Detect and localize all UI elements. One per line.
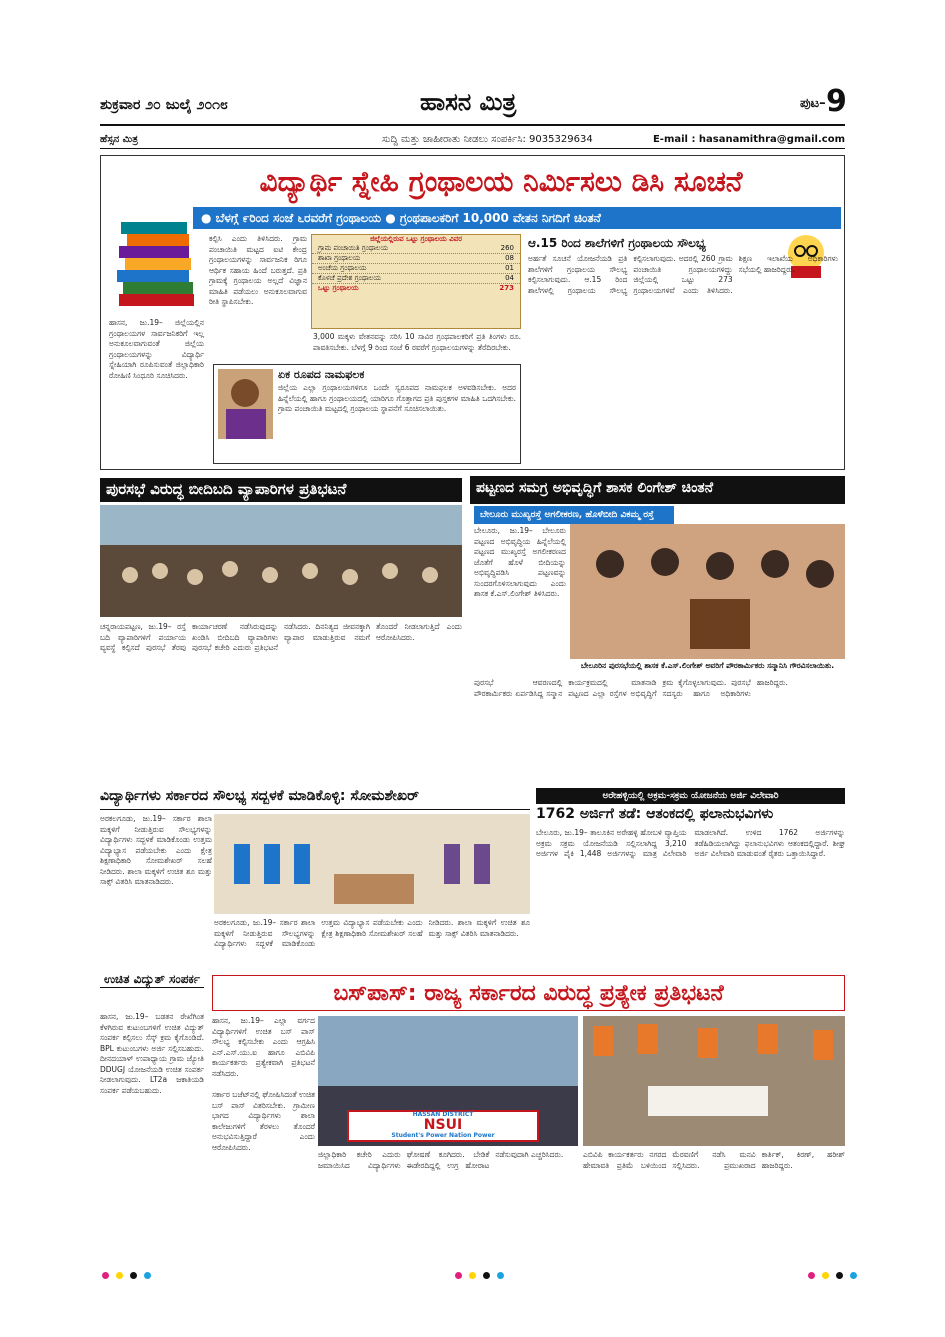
newspaper-name: ಹಾಸನ ಮಿತ್ರ bbox=[420, 88, 517, 116]
table-row-label: ಅಂಚೆಯ ಗ್ರಂಥಾಲಯ bbox=[318, 264, 367, 272]
library-headline: ವಿದ್ಯಾರ್ಥಿ ಸ್ನೇಹಿ ಗ್ರಂಥಾಲಯ ನಿರ್ಮಿಸಲು ಡಿಸಿ ಸೂಚನೆ bbox=[161, 160, 841, 204]
table-row-value: 260 bbox=[500, 244, 514, 252]
library-text-a: ಕಲ್ಪಿಸಿ ಎಂದು ತಿಳಿಸಿದರು. ಗ್ರಾಮ ಪಂಚಾಯಿತಿ ಮಟ್ಟದ ಐಟಿ ಕೇಂದ್ರ ಗ್ರಂಥಾಲಯಗಳನ್ನು ಸಾರ್ವಜನಿಕ ರಿಗೂ ಆರ್ಥಿಕ ಸಹಾಯ ಹಿಂದೆ ಬರುತ್ತದೆ. ಪ್ರತಿ ಗ್ರಾಮಕ್ಕೆ ಗ್ರಂಥಾಲಯ ಅಲ್ಲದೆ ವಿಜ್ಞಾನ ಮಾಹಿತಿ ಪಡೆಯಲು ಅನುಕೂಲವಾಗುವ ರೀತಿ ಸ್ಥಾಪಿಸಬೇಕು. bbox=[209, 234, 307, 306]
books-icon bbox=[109, 216, 204, 316]
table-row bbox=[312, 244, 520, 254]
students-text: ಅರಕಲಗೂಡು, ಜು.19– ಸರ್ಕಾರ ಶಾಲಾ ಮಕ್ಕಳಿಗೆ ನೀಡುತ್ತಿರುವ ಸೌಲಭ್ಯಗಳನ್ನು ವಿದ್ಯಾರ್ಥಿಗಳು ಸದ್ಬಳಕೆ ಮಾಡಿಕೊಂಡು ಉತ್ತಮ ವಿದ್ಯಾಭ್ಯಾಸ ಪಡೆಯಬೇಕು ಎಂದು ಕ್ಷೇತ್ರ ಶಿಕ್ಷಣಾಧಿಕಾರಿ ಸೋಮಶೇಖರ್ ಸಲಹೆ ನೀಡಿದರು. ಶಾಲಾ ಮಕ್ಕಳಿಗೆ ಉಚಿತ ಶೂ ಮತ್ತು ಸಾಕ್ಸ್ ವಿತರಿಸಿ ಮಾತನಾಡಿದರು. bbox=[100, 814, 212, 886]
library-text-b: ಹಾಸನ, ಜು.19– ಜಿಲ್ಲೆಯಲ್ಲಿನ ಗ್ರಂಥಾಲಯಗಳ ಸಾರ್ವಜನಿಕರಿಗೆ ಇಲ್ಲ ಅನುಕೂಲವಾಗುವಂತೆ ಜಿಲ್ಲೆಯ ಗ್ರಂಥಾಲಯಗಳನ್ನು ವಿದ್ಯಾರ್ಥಿ ಸ್ನೇಹಿಯಾಗಿ ರೂಪಿಸುವಂತೆ ಜಿಲ್ಲಾಧಿಕಾರಿ ರೋಹಿಣಿ ಸಿಂಧೂರಿ ಸೂಚಿಸಿದರು. bbox=[109, 318, 204, 380]
table-row-value: 01 bbox=[505, 264, 514, 272]
table-row-value: 08 bbox=[505, 254, 514, 262]
masthead-rule bbox=[100, 124, 845, 126]
nsui-banner bbox=[348, 1111, 538, 1141]
table-title: ಜಿಲ್ಲೆಯಲ್ಲಿರುವ ಒಟ್ಟು ಗ್ರಂಥಾಲಯ ವಿವರ bbox=[370, 235, 462, 243]
registration-dots-center bbox=[455, 1272, 504, 1279]
table-row bbox=[312, 264, 520, 274]
akrama-kicker: ಅರೇಹಳ್ಳಿಯಲ್ಲಿ ಅಕ್ರಮ-ಸಕ್ರಮ ಯೋಜನೆಯ ಅರ್ಜಿ ವಿಲೇವಾರಿ bbox=[536, 788, 845, 804]
buspass-text-a: ಹಾಸನ, ಜು.19– ಎಲ್ಲಾ ವರ್ಗದ ವಿದ್ಯಾರ್ಥಿಗಳಿಗೆ ಉಚಿತ ಬಸ್ ಪಾಸ್ ಸೌಲಭ್ಯ ಕಲ್ಪಿಸಬೇಕು ಎಂದು ಆಗ್ರಹಿಸಿ ಎನ್.ಎಸ್.ಯು.ಐ ಹಾಗೂ ಎಬಿವಿಪಿ ಕಾರ್ಯಕರ್ತರು ಪ್ರತ್ಯೇಕವಾಗಿ ಪ್ರತಿಭಟನೆ ನಡೆಸಿದರು. bbox=[212, 1016, 315, 1078]
officer-photo bbox=[218, 369, 273, 439]
table-row bbox=[312, 274, 520, 284]
nsui-banner-line2: NSUI bbox=[423, 1117, 463, 1133]
nsui-banner-line1: HASSAN DISTRICT bbox=[412, 1111, 474, 1118]
library-text-d: 3,000 ಮಕ್ಕಳು ವೇತನವನ್ನು ಸರಿಸಿ 10 ಸಾವಿರ ಗ್ರಂಥಪಾಲಕರಿಗೆ ಪ್ರತಿ ತಿಂಗಳು ರೂ. ಪಾವತಿಸಬೇಕು. ಬೆಳಗ್ಗೆ 9 ರಿಂದ ಸಂಜೆ 6 ರವರೆಗೆ ಗ್ರಂಥಾಲಯಗಳನ್ನು ತೆರೆದಿರಬೇಕು. bbox=[313, 332, 521, 352]
nameboard-box bbox=[213, 364, 521, 464]
electricity-text: ಹಾಸನ, ಜು.19– ಬಡತನ ರೇಖೆಗಿಂತ ಕೆಳಗಿರುವ ಕುಟುಂಬಗಳಿಗೆ ಉಚಿತ ವಿದ್ಯುತ್ ಸಂಪರ್ಕ ಕಲ್ಪಿಸಲು ಸೆಸ್ಕ್ ಕ್ರಮ ಕೈಗೊಂಡಿದೆ. BPL ಕುಟುಂಬಗಳು ಅರ್ಜಿ ಸಲ್ಲಿಸಬಹುದು. ದೀನದಯಾಳ್ ಉಪಾಧ್ಯಾಯ ಗ್ರಾಮ ಜ್ಯೋತಿ DDUGJ ಯೋಜನೆಯಡಿ ಉಚಿತ ಸಂಪರ್ಕ ನೀಡಲಾಗುವುದು. LT2a ಜಕಾತಿಯಡಿ ಸಂಪರ್ಕ ಪಡೆಯಬಹುದು. bbox=[100, 1012, 204, 1095]
mla-strap: ಬೇಲೂರು ಮುಖ್ಯರಸ್ತೆ ಅಗಲೀಕರಣ, ಹೊಳೆಬೀದಿ ವಿಕಮ್ಮ ರಸ್ತೆ bbox=[474, 506, 674, 524]
contact-line: ಸುದ್ದಿ ಮತ್ತು ಜಾಹೀರಾತು ನೀಡಲು ಸಂಪರ್ಕಿಸಿ: 9035329634 bbox=[382, 134, 593, 145]
library-text-e: ಅರ್ಹತೆ ಸೂಚನೆ ಯೋಜನೆಯಡಿ ಪ್ರತಿ ಶಾಲೆಗಳಿಗೆ ಗ್ರಂಥಾಲಯ ಸೌಲಭ್ಯ ಕಲ್ಪಿಸಲಾಗುವುದು. ಆ.15 ರಿಂದ ಶಾಲೆಗಳಲ್ಲಿ ಗ್ರಂಥಾಲಯ ಸೌಲಭ್ಯ ಕಲ್ಪಿಸಲಾಗುವುದು. ಅದರಲ್ಲಿ 260 ಗ್ರಾಮ ಪಂಚಾಯಿತಿ ಗ್ರಂಥಾಲಯಗಳಿದ್ದು ಜಿಲ್ಲೆಯಲ್ಲಿ ಒಟ್ಟು 273 ಗ್ರಂಥಾಲಯಗಳಿವೆ ಎಂದು ತಿಳಿಸಿದರು. ಶಿಕ್ಷಣ ಇಲಾಖೆಯ ಅಧಿಕಾರಿಗಳು ಸಭೆಯಲ್ಲಿ ಹಾಜರಿದ್ದರು. bbox=[528, 254, 838, 295]
table-total-value: 273 bbox=[499, 284, 514, 292]
vendors-headline: ಪುರಸಭೆ ವಿರುದ್ಧ ಬೀದಿಬದಿ ವ್ಯಾಪಾರಿಗಳ ಪ್ರತಿಭಟನೆ bbox=[100, 478, 462, 502]
library-count-table bbox=[311, 234, 521, 329]
buspass-headline: ಬಸ್‌ಪಾಸ್: ರಾಜ್ಯ ಸರ್ಕಾರದ ವಿರುದ್ಧ ಪ್ರತ್ಯೇಕ ಪ್ರತಿಭಟನೆ bbox=[212, 975, 845, 1011]
table-row-label: ಕೊಳಚೆ ಪ್ರದೇಶ ಗ್ರಂಥಾಲಯ bbox=[318, 274, 381, 282]
registration-dots-left bbox=[102, 1272, 151, 1279]
akrama-text: ಬೇಲೂರು, ಜು.19– ತಾಲೂಕಿನ ಅರೇಹಳ್ಳಿ ಹೋಬಳಿ ವ್ಯಾಪ್ತಿಯ ಅಕ್ರಮ ಸಕ್ರಮ ಯೋಜನೆಯಡಿ ಸಲ್ಲಿಸಲಾಗಿದ್ದ 3,210 ಅರ್ಜಿಗಳ ಪೈಕಿ 1,448 ಅರ್ಜಿಗಳನ್ನು ಮಾತ್ರ ವಿಲೇವಾರಿ ಮಾಡಲಾಗಿದೆ. ಉಳಿದ 1762 ಅರ್ಜಿಗಳನ್ನು ತಡೆಹಿಡಿಯಲಾಗಿದ್ದು ಫಲಾನುಭವಿಗಳು ಆತಂಕದಲ್ಲಿದ್ದಾರೆ. ಶೀಘ್ರ ಅರ್ಜಿ ವಿಲೇವಾರಿ ಮಾಡುವಂತೆ ರೈತರು ಒತ್ತಾಯಿಸಿದ್ದಾರೆ. bbox=[536, 828, 845, 858]
issue-date: ಶುಕ್ರವಾರ ೨೦ ಜುಲೈ ೨೦೧೮ bbox=[100, 97, 228, 113]
table-total-label: ಒಟ್ಟು ಗ್ರಂಥಾಲಯ bbox=[318, 284, 359, 292]
mla-text-a: ಬೇಲೂರು, ಜು.19– ಬೇಲೂರು ಪಟ್ಟಣದ ಅಭಿವೃದ್ಧಿಯ ಹಿನ್ನೆಲೆಯಲ್ಲಿ ಪಟ್ಟಣದ ಮುಖ್ಯರಸ್ತೆ ಅಗಲೀಕರಣದ ಜೊತೆಗೆ ಹೊಳೆ ಬೀದಿಯನ್ನು ಅಭಿವೃದ್ಧಿಪಡಿಸಿ ಪಟ್ಟಣವನ್ನು ಸುಂದರಗೊಳಿಸಲಾಗುವುದು ಎಂದು ಶಾಸಕ ಕೆ.ಎಸ್.ಲಿಂಗೇಶ್ ತಿಳಿಸಿದರು. bbox=[474, 526, 566, 598]
students-headline: ವಿದ್ಯಾರ್ಥಿಗಳು ಸರ್ಕಾರದ ಸೌಲಭ್ಯ ಸದ್ಬಳಕೆ ಮಾಡಿಕೊಳ್ಳಿ: ಸೋಮಶೇಖರ್ bbox=[100, 788, 530, 810]
table-row-label: ಗ್ರಾಮ ಪಂಚಾಯಿತಿ ಗ್ರಂಥಾಲಯ bbox=[318, 244, 388, 252]
vendors-text: ಚನ್ನರಾಯಪಟ್ಟಣ, ಜು.19– ರಸ್ತೆ ಬದಿ ವ್ಯಾಪಾರಿಗಳಿಗೆ ಪರ್ಯಾಯ ವ್ಯವಸ್ಥೆ ಕಲ್ಪಿಸದೆ ಪುರಸಭೆ ತೆರವು ಕಾರ್ಯಾಚರಣೆ ನಡೆಸಿರುವುದನ್ನು ಖಂಡಿಸಿ ಬೀದಿಬದಿ ವ್ಯಾಪಾರಿಗಳು ಪುರಸಭೆ ಕಚೇರಿ ಎದುರು ಪ್ರತಿಭಟನೆ ನಡೆಸಿದರು. ದಿನನಿತ್ಯದ ಜೀವನಕ್ಕಾಗಿ ವ್ಯಾಪಾರ ಮಾಡುತ್ತಿರುವ ನಮಗೆ ತೊಂದರೆ ನೀಡಲಾಗುತ್ತಿದೆ ಎಂದು ಆರೋಪಿಸಿದರು. bbox=[100, 622, 462, 652]
mla-headline: ಪಟ್ಟಣದ ಸಮಗ್ರ ಅಭಿವೃದ್ಧಿಗೆ ಶಾಸಕ ಲಿಂಗೇಶ್ ಚಿಂತನೆ bbox=[470, 476, 845, 504]
library-text-c: ಜಿಲ್ಲೆಯ ಎಲ್ಲಾ ಗ್ರಂಥಾಲಯಗಳಿಗೂ ಒಂದೇ ಸ್ವರೂಪದ ನಾಮಫಲಕ ಅಳವಡಿಸಬೇಕು. ಅದರ ಹಿನ್ನೆಲೆಯಲ್ಲಿ ಹಾಗೂ ಗ್ರಂಥಾಲಯದಲ್ಲಿ ಯಾರಿಗೂ ಗೊತ್ತಾಗದ ಪ್ರತಿ ಪುಸ್ತಕಗಳ ಮಾಹಿತಿ ಒದಗಿಸಬೇಕು. ಗ್ರಾಮ ಪಂಚಾಯಿತಿ ಮಟ್ಟದಲ್ಲಿ ಗ್ರಂಥಾಲಯ ಸ್ಥಾಪನೆಗೆ ಸೂಚಿಸಲಾಯಿತು. bbox=[278, 383, 516, 413]
akrama-headline: 1762 ಅರ್ಜಿಗೆ ತಡೆ: ಆತಂಕದಲ್ಲಿ ಫಲಾನುಭವಿಗಳು bbox=[536, 806, 774, 822]
table-row-value: 04 bbox=[505, 274, 514, 282]
nameboard-title: ಏಕ ರೂಪದ ನಾಮಫಲಕ bbox=[278, 368, 365, 381]
brand-tag: ಹೆಸ್ಸನ ಮಿತ್ರ bbox=[100, 134, 138, 145]
table-row bbox=[312, 254, 520, 264]
table-rows bbox=[312, 244, 520, 284]
vendors-protest-photo bbox=[100, 505, 462, 617]
page-number: 9 bbox=[826, 84, 847, 119]
nsui-banner-line3: Student's Power Nation Power bbox=[391, 1132, 495, 1139]
table-row-label: ಶಾಖಾ ಗ್ರಂಥಾಲಯ bbox=[318, 254, 361, 262]
students-shoes-photo bbox=[214, 814, 530, 914]
mla-felicitation-photo bbox=[570, 524, 845, 659]
buspass-text-b: ಸರ್ಕಾರ ಬಜೆಟ್‌ನಲ್ಲಿ ಘೋಷಿಸಿದಂತೆ ಉಚಿತ ಬಸ್ ಪಾಸ್ ವಿತರಿಸಬೇಕು. ಗ್ರಾಮೀಣ ಭಾಗದ ವಿದ್ಯಾರ್ಥಿಗಳು ಶಾಲಾ ಕಾಲೇಜುಗಳಿಗೆ ತೆರಳಲು ತೊಂದರೆ ಅನುಭವಿಸುತ್ತಿದ್ದಾರೆ ಎಂದು ಆರೋಪಿಸಿದರು. bbox=[212, 1090, 315, 1152]
library-strap: ● ಬೆಳಗ್ಗೆ ೯ರಿಂದ ಸಂಜೆ ೬ರವರೆಗೆ ಗ್ರಂಥಾಲಯ ● ಗ್ರಂಥಪಾಲಕರಿಗೆ 10,000 ವೇತನ ನಿಗದಿಗೆ ಚಿಂತನೆ bbox=[193, 207, 841, 229]
buspass-text-c: ಜಿಲ್ಲಾಧಿಕಾರಿ ಕಚೇರಿ ಎದುರು ಜಮಾಯಿಸಿದ ವಿದ್ಯಾರ್ಥಿಗಳು ಘೋಷಣೆ ಕೂಗಿದರು. ಬೇಡಿಕೆ ಈಡೇರದಿದ್ದಲ್ಲಿ ಉಗ್ರ ಹೋರಾಟ ನಡೆಸುವುದಾಗಿ ಎಚ್ಚರಿಸಿದರು. bbox=[318, 1150, 564, 1170]
email-line: E-mail : hasanamithra@gmail.com bbox=[652, 134, 845, 145]
page-label: ಪುಟ– bbox=[800, 96, 826, 111]
table-total-row bbox=[312, 284, 520, 293]
mla-text-b: ಪುರಸಭೆ ಆವರಣದಲ್ಲಿ ಪೌರಕಾರ್ಮಿಕರು ಏರ್ಪಡಿಸಿದ್ದ ಸನ್ಮಾನ ಕಾರ್ಯಕ್ರಮದಲ್ಲಿ ಮಾತನಾಡಿ ಪಟ್ಟಣದ ಎಲ್ಲಾ ರಸ್ತೆಗಳ ಅಭಿವೃದ್ಧಿಗೆ ಕ್ರಮ ಕೈಗೊಳ್ಳಲಾಗುವುದು. ಪುರಸಭೆ ಸದಸ್ಯರು ಹಾಗೂ ಅಧಿಕಾರಿಗಳು ಹಾಜರಿದ್ದರು. bbox=[474, 678, 788, 698]
story-library bbox=[100, 155, 845, 470]
mla-photo-caption: ಬೇಲೂರಿನ ಪುರಸಭೆಯಲ್ಲಿ ಶಾಸಕ ಕೆ.ಎಸ್.ಲಿಂಗೇಶ್ ಅವರಿಗೆ ಪೌರಕಾರ್ಮಿಕರು ಸನ್ಮಾನಿಸಿ ಗೌರವಿಸಲಾಯಿತು. bbox=[580, 661, 835, 670]
electricity-headline: ಉಚಿತ ವಿದ್ಯುತ್ ಸಂಪರ್ಕ bbox=[100, 972, 204, 988]
masthead-rule-2 bbox=[100, 148, 845, 149]
students-text-2: ಅರಕಲಗೂಡು, ಜು.19– ಸರ್ಕಾರ ಶಾಲಾ ಮಕ್ಕಳಿಗೆ ನೀಡುತ್ತಿರುವ ಸೌಲಭ್ಯಗಳನ್ನು ವಿದ್ಯಾರ್ಥಿಗಳು ಸದ್ಬಳಕೆ ಮಾಡಿಕೊಂಡು ಉತ್ತಮ ವಿದ್ಯಾಭ್ಯಾಸ ಪಡೆಯಬೇಕು ಎಂದು ಕ್ಷೇತ್ರ ಶಿಕ್ಷಣಾಧಿಕಾರಿ ಸೋಮಶೇಖರ್ ಸಲಹೆ ನೀಡಿದರು. ಶಾಲಾ ಮಕ್ಕಳಿಗೆ ಉಚಿತ ಶೂ ಮತ್ತು ಸಾಕ್ಸ್ ವಿತರಿಸಿ ಮಾತನಾಡಿದರು. bbox=[214, 918, 530, 948]
buspass-protest-photos bbox=[318, 1016, 845, 1146]
registration-dots-right bbox=[808, 1272, 857, 1279]
school-subhead: ಆ.15 ರಿಂದ ಶಾಲೆಗಳಿಗೆ ಗ್ರಂಥಾಲಯ ಸೌಲಭ್ಯ bbox=[528, 236, 706, 250]
buspass-text-d: ಎಬಿವಿಪಿ ಕಾರ್ಯಕರ್ತರು ನಗರದ ಹೇಮಾವತಿ ಪ್ರತಿಮೆ ಬಳಿಯಿಂದ ಮೆರವಣಿಗೆ ನಡೆಸಿ ಮನವಿ ಸಲ್ಲಿಸಿದರು. ಪ್ರಮುಖರಾದ ಕಾರ್ತಿಕ್, ಕಿರಣ್, ಹರೀಶ್ ಹಾಜರಿದ್ದರು. bbox=[583, 1150, 845, 1170]
